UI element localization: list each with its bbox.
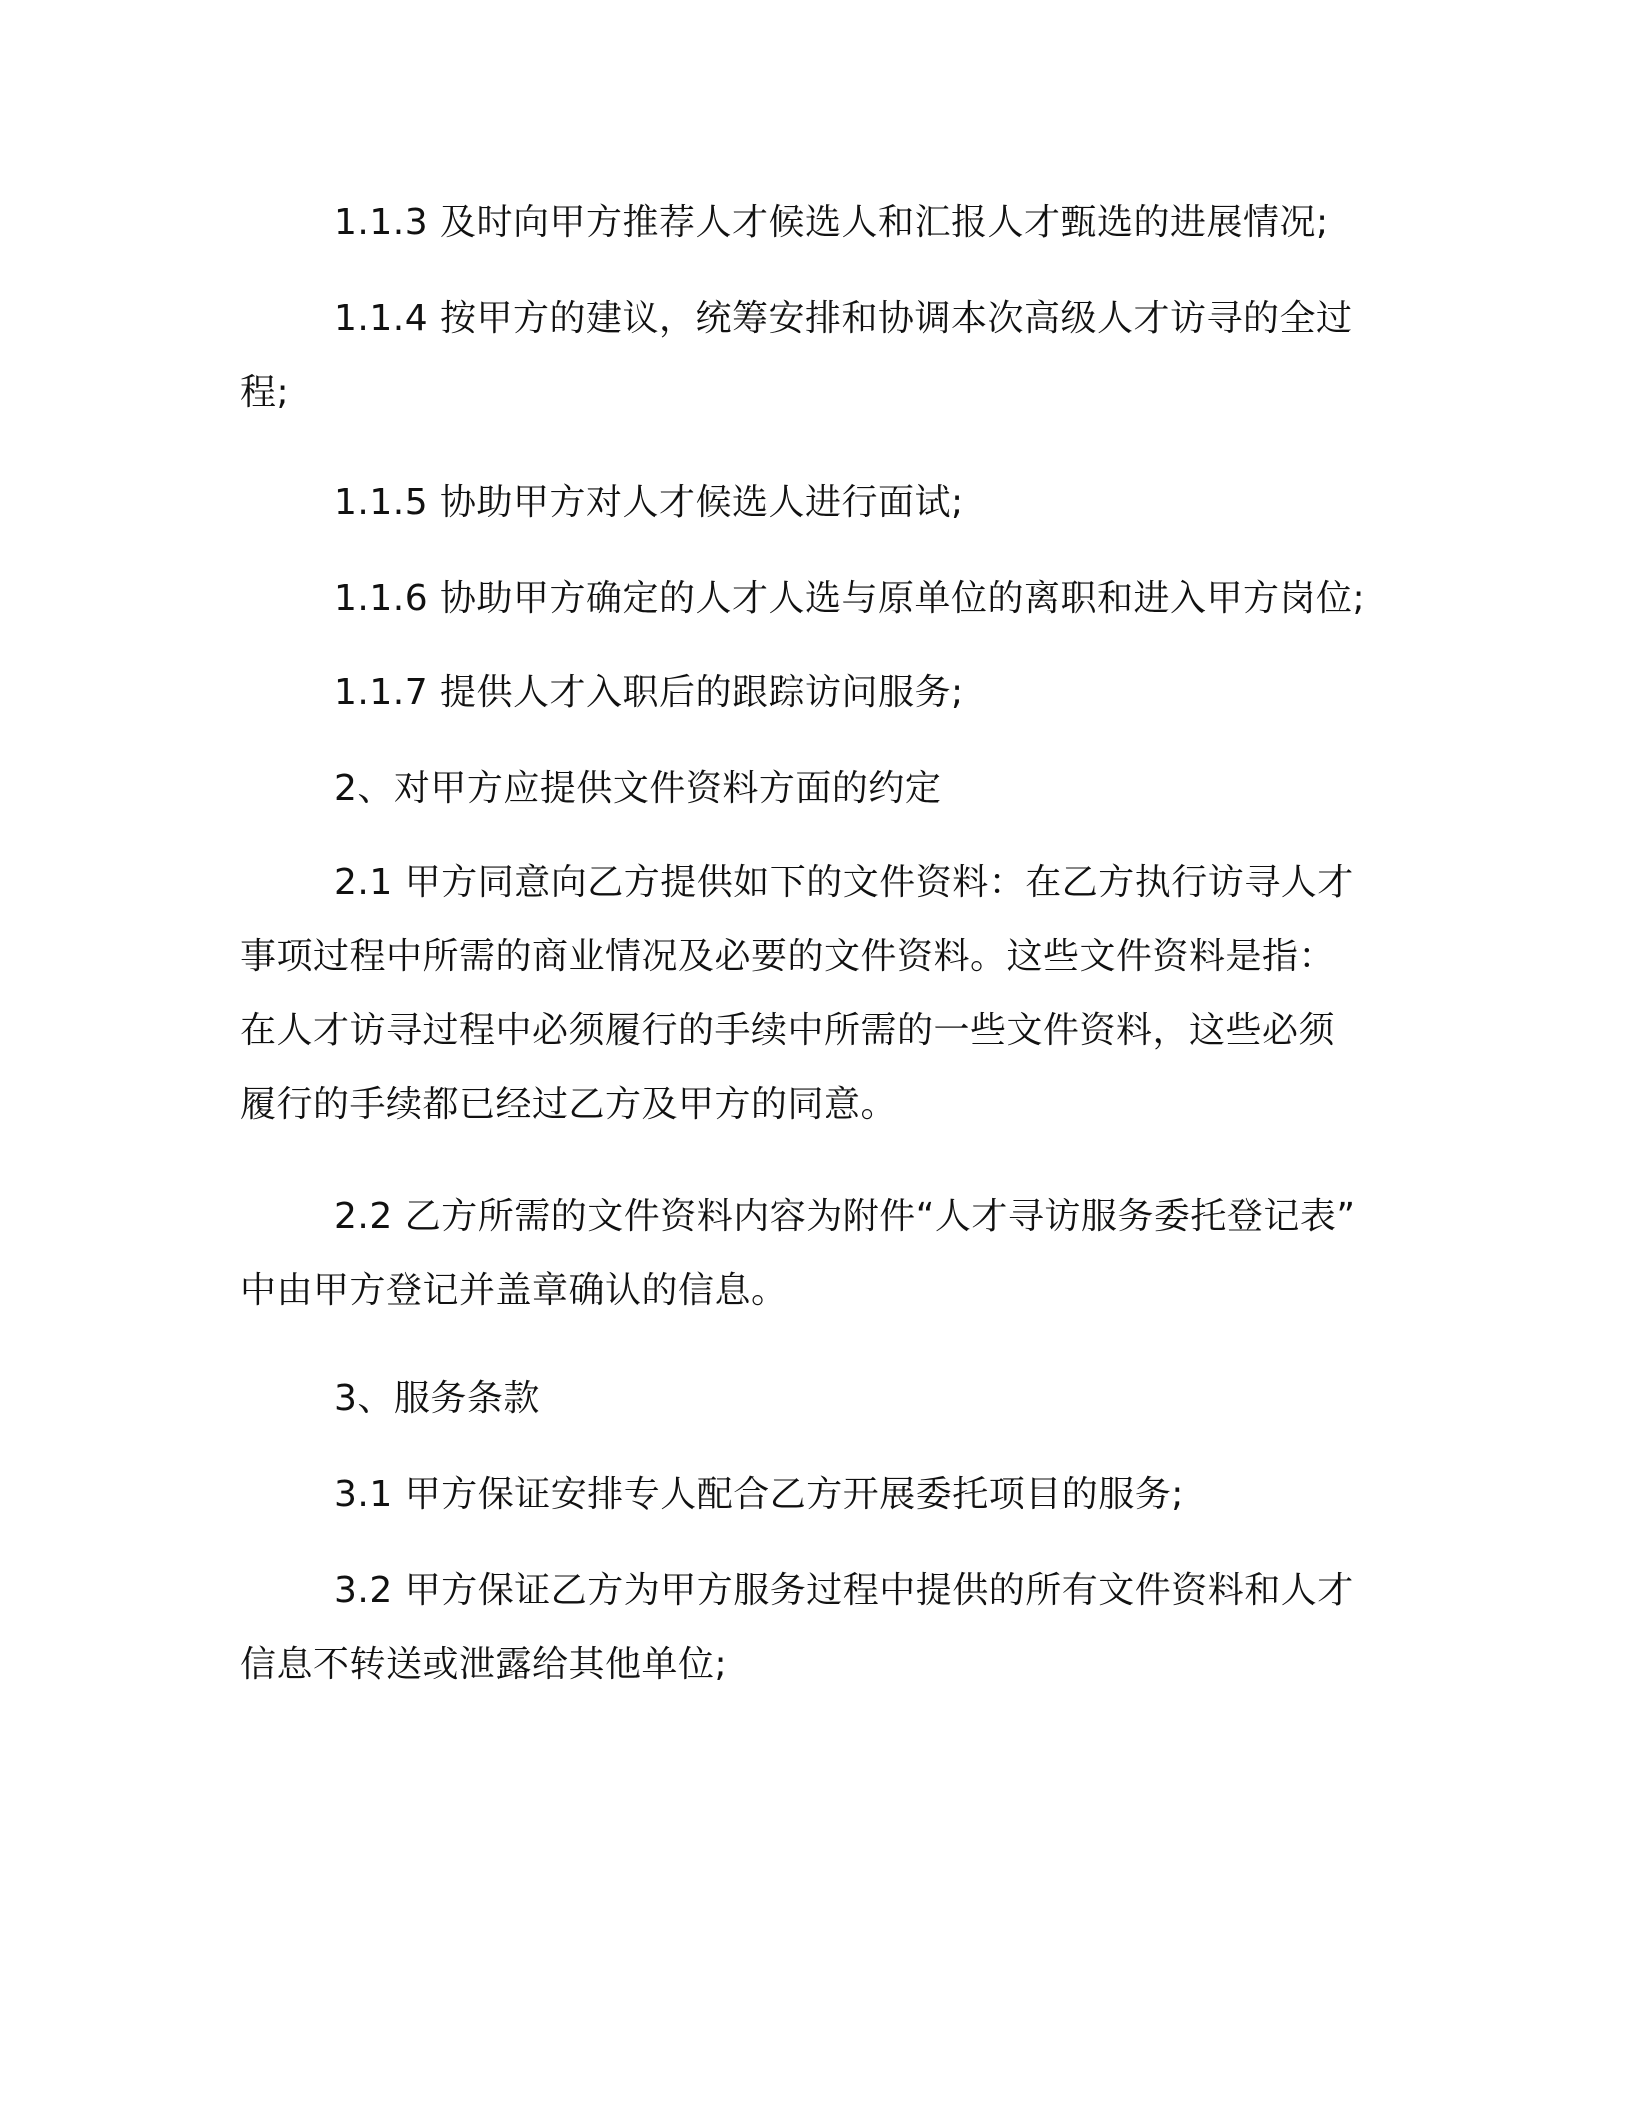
paragraph-line: 3.1 甲方保证安排专人配合乙方开展委托项目的服务; (334, 1474, 1184, 1515)
paragraph-1-1-3 (240, 186, 1380, 260)
paragraph-2-1 (240, 846, 1380, 1142)
section-heading-2 (240, 752, 1380, 826)
section-heading-3 (240, 1362, 1380, 1436)
paragraph-line: 2.2 乙方所需的文件资料内容为附件“人才寻访服务委托登记表” (334, 1196, 1356, 1237)
paragraph-line: 信息不转送或泄露给其他单位; (240, 1644, 728, 1685)
paragraph-2-2 (240, 1180, 1380, 1328)
paragraph-1-1-5 (240, 466, 1380, 540)
paragraph-1-1-7 (240, 656, 1380, 730)
paragraph-line: 在人才访寻过程中必须履行的手续中所需的一些文件资料，这些必须 (240, 1010, 1336, 1051)
paragraph-line: 事项过程中所需的商业情况及必要的文件资料。这些文件资料是指： (240, 936, 1336, 977)
paragraph-1-1-6 (240, 562, 1380, 636)
paragraph-line: 1.1.6 协助甲方确定的人才人选与原单位的离职和进入甲方岗位; (334, 578, 1366, 619)
paragraph-line: 1.1.3 及时向甲方推荐人才候选人和汇报人才甄选的进展情况; (334, 202, 1329, 243)
paragraph-line: 3、服务条款 (334, 1378, 540, 1419)
paragraph-3-1 (240, 1458, 1380, 1532)
paragraph-line: 中由甲方登记并盖章确认的信息。 (240, 1270, 788, 1311)
paragraph-line: 2、对甲方应提供文件资料方面的约定 (334, 768, 942, 809)
paragraph-line: 程; (240, 372, 290, 413)
paragraph-line: 履行的手续都已经过乙方及甲方的同意。 (240, 1084, 898, 1125)
paragraph-line: 1.1.7 提供人才入职后的跟踪访问服务; (334, 672, 964, 713)
paragraph-line: 1.1.5 协助甲方对人才候选人进行面试; (334, 482, 964, 523)
paragraph-line: 3.2 甲方保证乙方为甲方服务过程中提供的所有文件资料和人才 (334, 1570, 1354, 1611)
paragraph-1-1-4 (240, 282, 1380, 430)
paragraph-line: 1.1.4 按甲方的建议，统筹安排和协调本次高级人才访寻的全过 (334, 298, 1353, 339)
paragraph-line: 2.1 甲方同意向乙方提供如下的文件资料：在乙方执行访寻人才 (334, 862, 1354, 903)
paragraph-3-2 (240, 1554, 1380, 1702)
